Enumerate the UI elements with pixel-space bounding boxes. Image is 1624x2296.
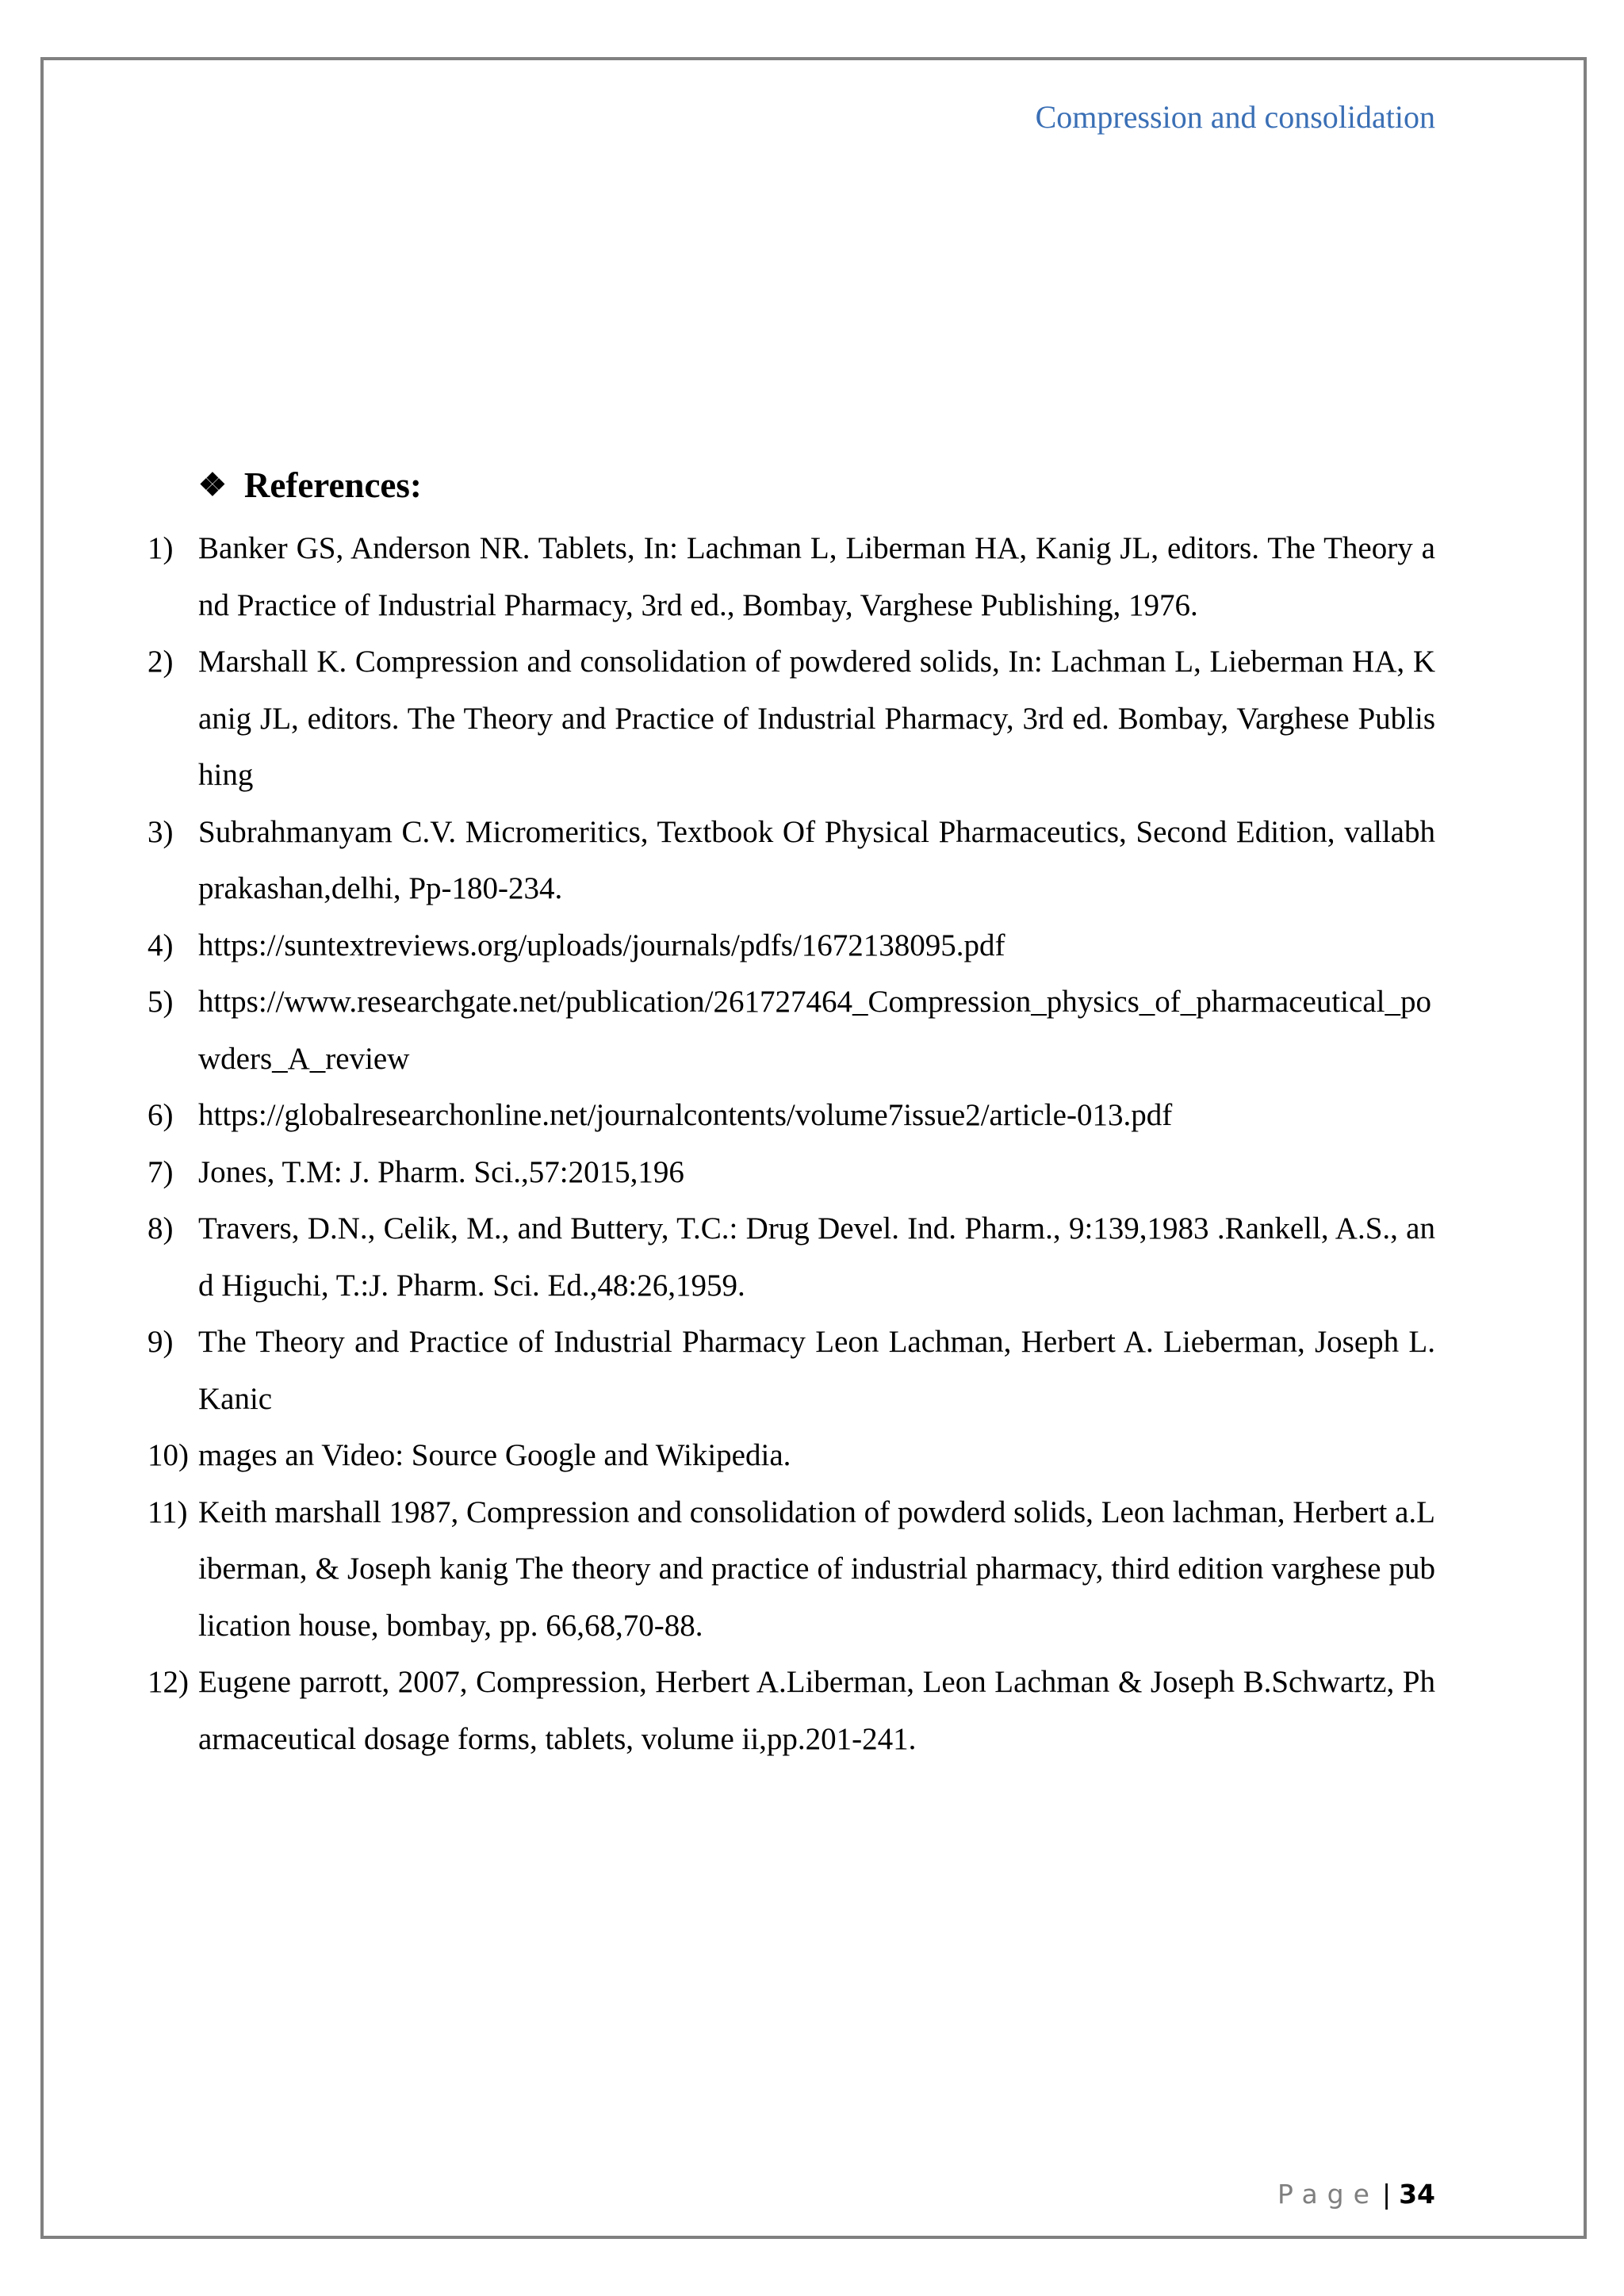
reference-item	[147, 1484, 1435, 1655]
reference-text: Banker GS, Anderson NR. Tablets, In: Lachman L, Liberman HA, Kanig JL, editors. The Theory and Practice of Industrial Pharmacy, 3rd ed., Bombay, Varghese Publishing, 1976.	[198, 531, 1435, 622]
reference-number: 9)	[147, 1325, 174, 1359]
reference-text: Eugene parrott, 2007, Compression, Herbert A.Liberman, Leon Lachman & Joseph B.Schwartz, Pharmaceutical dosage forms, tablets, volume ii,pp.201-241.	[198, 1665, 1435, 1756]
reference-item	[147, 1200, 1435, 1314]
reference-item	[147, 1087, 1435, 1144]
page-footer	[1277, 2177, 1435, 2212]
reference-text: mages an Video: Source Google and Wikipedia.	[198, 1438, 791, 1472]
reference-item	[147, 1144, 1435, 1201]
reference-number: 7)	[147, 1154, 174, 1189]
reference-item	[147, 1314, 1435, 1427]
reference-item	[147, 1427, 1435, 1484]
references-heading	[198, 460, 422, 511]
references-list	[147, 520, 1435, 1767]
reference-text: https://www.researchgate.net/publication/261727464_Compression_physics_of_pharmaceutical_powders_A_review	[198, 985, 1431, 1076]
reference-number: 12)	[147, 1665, 189, 1699]
reference-number: 1)	[147, 531, 174, 565]
reference-text: https://suntextreviews.org/uploads/journals/pdfs/1672138095.pdf	[198, 928, 1005, 962]
reference-item	[147, 804, 1435, 917]
reference-item	[147, 633, 1435, 804]
reference-item	[147, 917, 1435, 974]
reference-item	[147, 974, 1435, 1087]
references-heading-text: References:	[243, 465, 422, 505]
reference-number: 3)	[147, 814, 174, 849]
reference-item	[147, 520, 1435, 633]
reference-text: The Theory and Practice of Industrial Pharmacy Leon Lachman, Herbert A. Lieberman, Joseph L. Kanic	[198, 1325, 1435, 1416]
running-header: Compression and consolidation	[1035, 99, 1435, 135]
diamond-four-bullet-icon: ❖	[198, 467, 227, 503]
reference-number: 2)	[147, 645, 174, 679]
reference-text: Travers, D.N., Celik, M., and Buttery, T.C.: Drug Devel. Ind. Pharm., 9:139,1983 .Rankell, A.S., and Higuchi, T.:J. Pharm. Sci. Ed.,48:26,1959.	[198, 1211, 1435, 1303]
reference-text: Keith marshall 1987, Compression and consolidation of powderd solids, Leon lachman, Herbert a.Liberman, & Joseph kanig The theory and practice of industrial pharmacy, third edition varghese publication house, bombay, pp. 66,68,70-88.	[198, 1494, 1435, 1643]
page-label: Page	[1277, 2179, 1379, 2210]
reference-text: Marshall K. Compression and consolidation of powdered solids, In: Lachman L, Lieberman HA, Kanig JL, editors. The Theory and Practice of Industrial Pharmacy, 3rd ed. Bombay, Varghese Publishing	[198, 645, 1435, 792]
reference-number: 4)	[147, 928, 174, 962]
reference-text: Subrahmanyam C.V. Micromeritics, Textbook Of Physical Pharmaceutics, Second Edition, vallabh prakashan,delhi, Pp-180-234.	[198, 814, 1435, 905]
reference-item	[147, 1654, 1435, 1767]
footer-separator: |	[1381, 2179, 1392, 2210]
reference-number: 5)	[147, 985, 174, 1019]
reference-number: 11)	[147, 1494, 188, 1529]
reference-number: 8)	[147, 1211, 174, 1246]
reference-text: https://globalresearchonline.net/journalcontents/volume7issue2/article-013.pdf	[198, 1098, 1173, 1132]
reference-number: 6)	[147, 1098, 174, 1132]
reference-number: 10)	[147, 1438, 189, 1472]
reference-text: Jones, T.M: J. Pharm. Sci.,57:2015,196	[198, 1154, 684, 1189]
page-number: 34	[1399, 2179, 1435, 2210]
